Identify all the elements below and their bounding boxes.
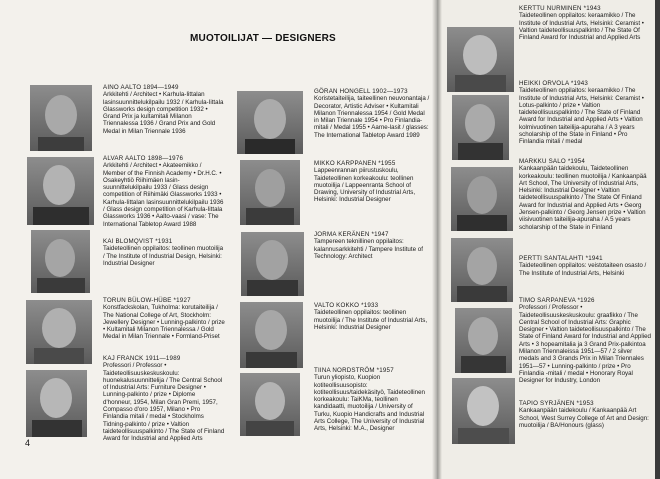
book-gutter [432,0,442,479]
portrait-photo-hongell [237,91,303,154]
designer-bio: Professori / Professor • Taideteollisuuskeskuskoulu: graafikko / The Central School of Industrial Arts: Graphic Designer • Valtion taideteollisuuspalkinto / The State of Finland Award for Industrial and Applied Arts • 3 hopeamitalia ja 3 Grand Prix-palkintoa Milanon Triennaleissa 1951—57 / 2 silver medals and 3 Grands Prix in Milan Triennales 1951—57 • Lunning-palkinto / prize • Pro Finlandia -mitali / medal • Honorary Royal Designer for Industry, London [519,304,651,385]
page-number: 4 [25,438,31,448]
designer-bio: Taideteollinen oppilaitos: keraamikko / The Institute of Industrial Arts, Helsinki: Ceramist • Lotus-palkinto / prize • Valtion taideteollisuuspalkinto / The State of Finland Award for Industrial and Applied Arts • Valtion kolmivuotinen taiteilija-apuraha / A 3 years scholarship of the State in Finland • Pro Finlandia mitali / medal [519,87,644,146]
designer-name: KAI BLOMQVIST *1931 [103,238,173,245]
portrait-photo-keranen [241,232,304,296]
designer-entry-keranen [314,231,430,260]
designer-entry-nordstrom [314,367,430,433]
portrait-photo-blomqvist [31,230,90,293]
designer-entry-kokko [314,302,430,331]
designer-entry-orvola [519,80,651,146]
designer-name: KAJ FRANCK 1911—1989 [103,355,181,362]
designer-entry-santalahti [519,255,651,277]
designer-entry-franck [103,355,225,443]
portrait-photo-karppanen [240,160,300,225]
portrait-photo-aalto-aino [30,85,92,151]
designer-entry-bulow-hube [103,297,225,341]
designer-bio: Arkkitehti / Architect • Karhula-Iittalan lasinsuunnittelukilpailu 1932 / Karhula-Iittala Glassworks design competition 1932 • Grand Prix ja kultamitali Milanon Triennalessa 1936 / Grand Prix and Gold Medal in Milan Triennale 1936 [103,91,224,135]
designer-name: KERTTU NURMINEN *1943 [519,5,601,12]
designer-entry-aino-aalto [103,84,225,135]
portrait-photo-kokko [240,302,303,368]
page-edge [655,0,660,479]
designer-entry-syrjanen [519,400,651,429]
designer-bio: Koristetaiteilija, taiteellinen neuvonantaja / Decorator, Artistic Adviser • Kultamitali Milanon Triennalessa 1954 / Gold Medal in Milan Triennale 1954 • Pro Finlandia-mitali / Medal 1955 • Aarne-lasit / glasses: The International Tabletop Award 1989 [314,95,430,139]
designer-bio: Arkkitehti / Architect • Akateemikko / Member of the Finnish Academy • Dr.H.C. • Osakeyhtiö Riihimäen lasin-suunnittelukilpailu 1933 / Glass design competition of Riihimäki Glassworks 1933 • Karhula-Iittalan lasinsuunnittelukilpailu 1936 / Glass design competition of Karhula-Iittala Glassworks 1936 • Aalto-vaasi / vase: The International Tabletop Award 1988 [103,162,224,228]
designer-name: TIMO SARPANEVA *1926 [519,297,595,304]
designer-name: TIINA NORDSTRÖM *1957 [314,367,394,374]
designer-entry-karppanen [314,160,430,204]
designer-name: TAPIO SYRJÄNEN *1953 [519,400,594,407]
designer-bio: Taideteollinen oppilaitos: teollinen muotoilija / The Institute of Industrial Arts, Helsinki: Industrial Designer [314,309,428,331]
designer-name: VALTO KOKKO *1933 [314,302,379,309]
designer-name: ALVAR AALTO 1898—1976 [103,155,184,162]
designer-bio: Taideteollinen oppilaitos: teollinen muotoilija / The Institute of Industrial Design, Helsinki: Industrial Designer [103,245,224,267]
portrait-photo-nurminen [447,27,514,92]
designer-bio: Lappeenrannan piirustuskoulu, Taideteollinen korkeakoulu: teollinen muotoilija / Lappeenranta School of Drawing, University of Industrial Arts, Helsinki: Industrial Designer [314,167,416,204]
portrait-photo-syrjanen [452,378,515,444]
designer-name: HEIKKI ORVOLA *1943 [519,80,589,87]
designer-entry-hongell [314,88,430,139]
page-heading: MUOTOILIJAT — DESIGNERS [190,33,336,44]
designer-bio: Tampereen teknillinen oppilaitos: kalannusarkkitehti / Tampere Institute of Technology: Architect [314,238,423,260]
designer-entry-nurminen [519,5,651,41]
designer-entry-sarpaneva [519,297,651,385]
designer-name: JORMA KERÄNEN *1947 [314,231,389,238]
designer-bio: Turun yliopisto, Kuopion kotiteollisuusopisto: kotiteollisuus/taidekäsityö, Taideteollinen korkeakoulu: TaiKMa, teollinen kandidaatti, muotoilija / University of Turku, Kuopio Handicrafts and Industrial Arts College, The University of Industrial Arts, Helsinki: M.A., Designer [314,374,425,433]
designer-bio: Kankaanpään taidekoulu / Kankaanpää Art School, West Surrey College of Art and Design: muotoilija / BA/Honours (glass) [519,407,649,429]
designer-name: TORUN BÜLOW-HÜBE *1927 [103,297,191,304]
designer-name: PERTTI SANTALAHTI *1941 [519,255,603,262]
designer-bio: Taideteollinen oppilaitos: keraamikko / The Institute of Industrial Arts, Helsinki: Ceramist • Valtion taideteollisuuspalkinto / The State Of Finland Award for Industrial and Applied Arts [519,12,644,42]
designer-name: GÖRAN HONGELL 1902—1973 [314,88,408,95]
portrait-photo-nordstrom [240,373,300,436]
portrait-photo-orvola [452,95,509,160]
designer-entry-salo [519,158,651,231]
portrait-photo-santalahti [451,238,513,302]
designer-bio: Professori / Professor • Taideteollisuuskeskuskoulu: huonekalusuunnittelija / The Central School of Industrial Arts: Furniture Designer • Lunning-palkinto / prize • Diplome d'honneur, 1954, Milan Gran Premi, 1957, Compasso d'oro 1957, Milano • Pro Finlandia mitali / medal • Stockholms Tidning-palkinto / prize • Valtion taideteollisuuspalkinto / The State of Finland Award for Industrial and Applied Arts [103,362,225,443]
portrait-photo-bulow-hube [26,300,92,364]
portrait-photo-sarpaneva [455,308,512,373]
portrait-photo-salo [451,167,513,231]
portrait-photo-franck [26,370,87,437]
designer-name: AINO AALTO 1894—1949 [103,84,179,91]
designer-bio: Kankaanpään taidekoulu, Taideteollinen korkeakoulu: teollinen muotoilija / Kankaanpää Art School, The University of Industrial Arts, Helsinki: Industrial Designer • Valtion taideteollisuuspalkinto / The State Of Finland Award for Industrial and Applied Arts • Georg Jensen-palkinto / Georg Jensen prize • Valtion viisivuotinen taiteilija-apuraha / A 5 years scholarship of the State in Finland [519,165,647,231]
designer-name: MIKKO KARPPANEN *1955 [314,160,396,167]
designer-bio: Taideteollinen oppilaitos: veistotaiteen osasto / The Institute of Industrial Arts, Helsinki [519,262,647,277]
designer-entry-alvar-aalto [103,155,225,228]
designer-name: MARKKU SALO *1954 [519,158,585,165]
designer-bio: Konstfackskolan, Tukholma: korutaiteilija / The National College of Art, Stockholm: Jewellery Designer • Lunning-palkinto / prize • Kultamitali Milanon Triennalessa / Gold Medal in Milan Triennale • Formland-Priset [103,304,225,341]
designer-entry-blomqvist [103,238,225,267]
portrait-photo-aalto-alvar [27,157,94,225]
